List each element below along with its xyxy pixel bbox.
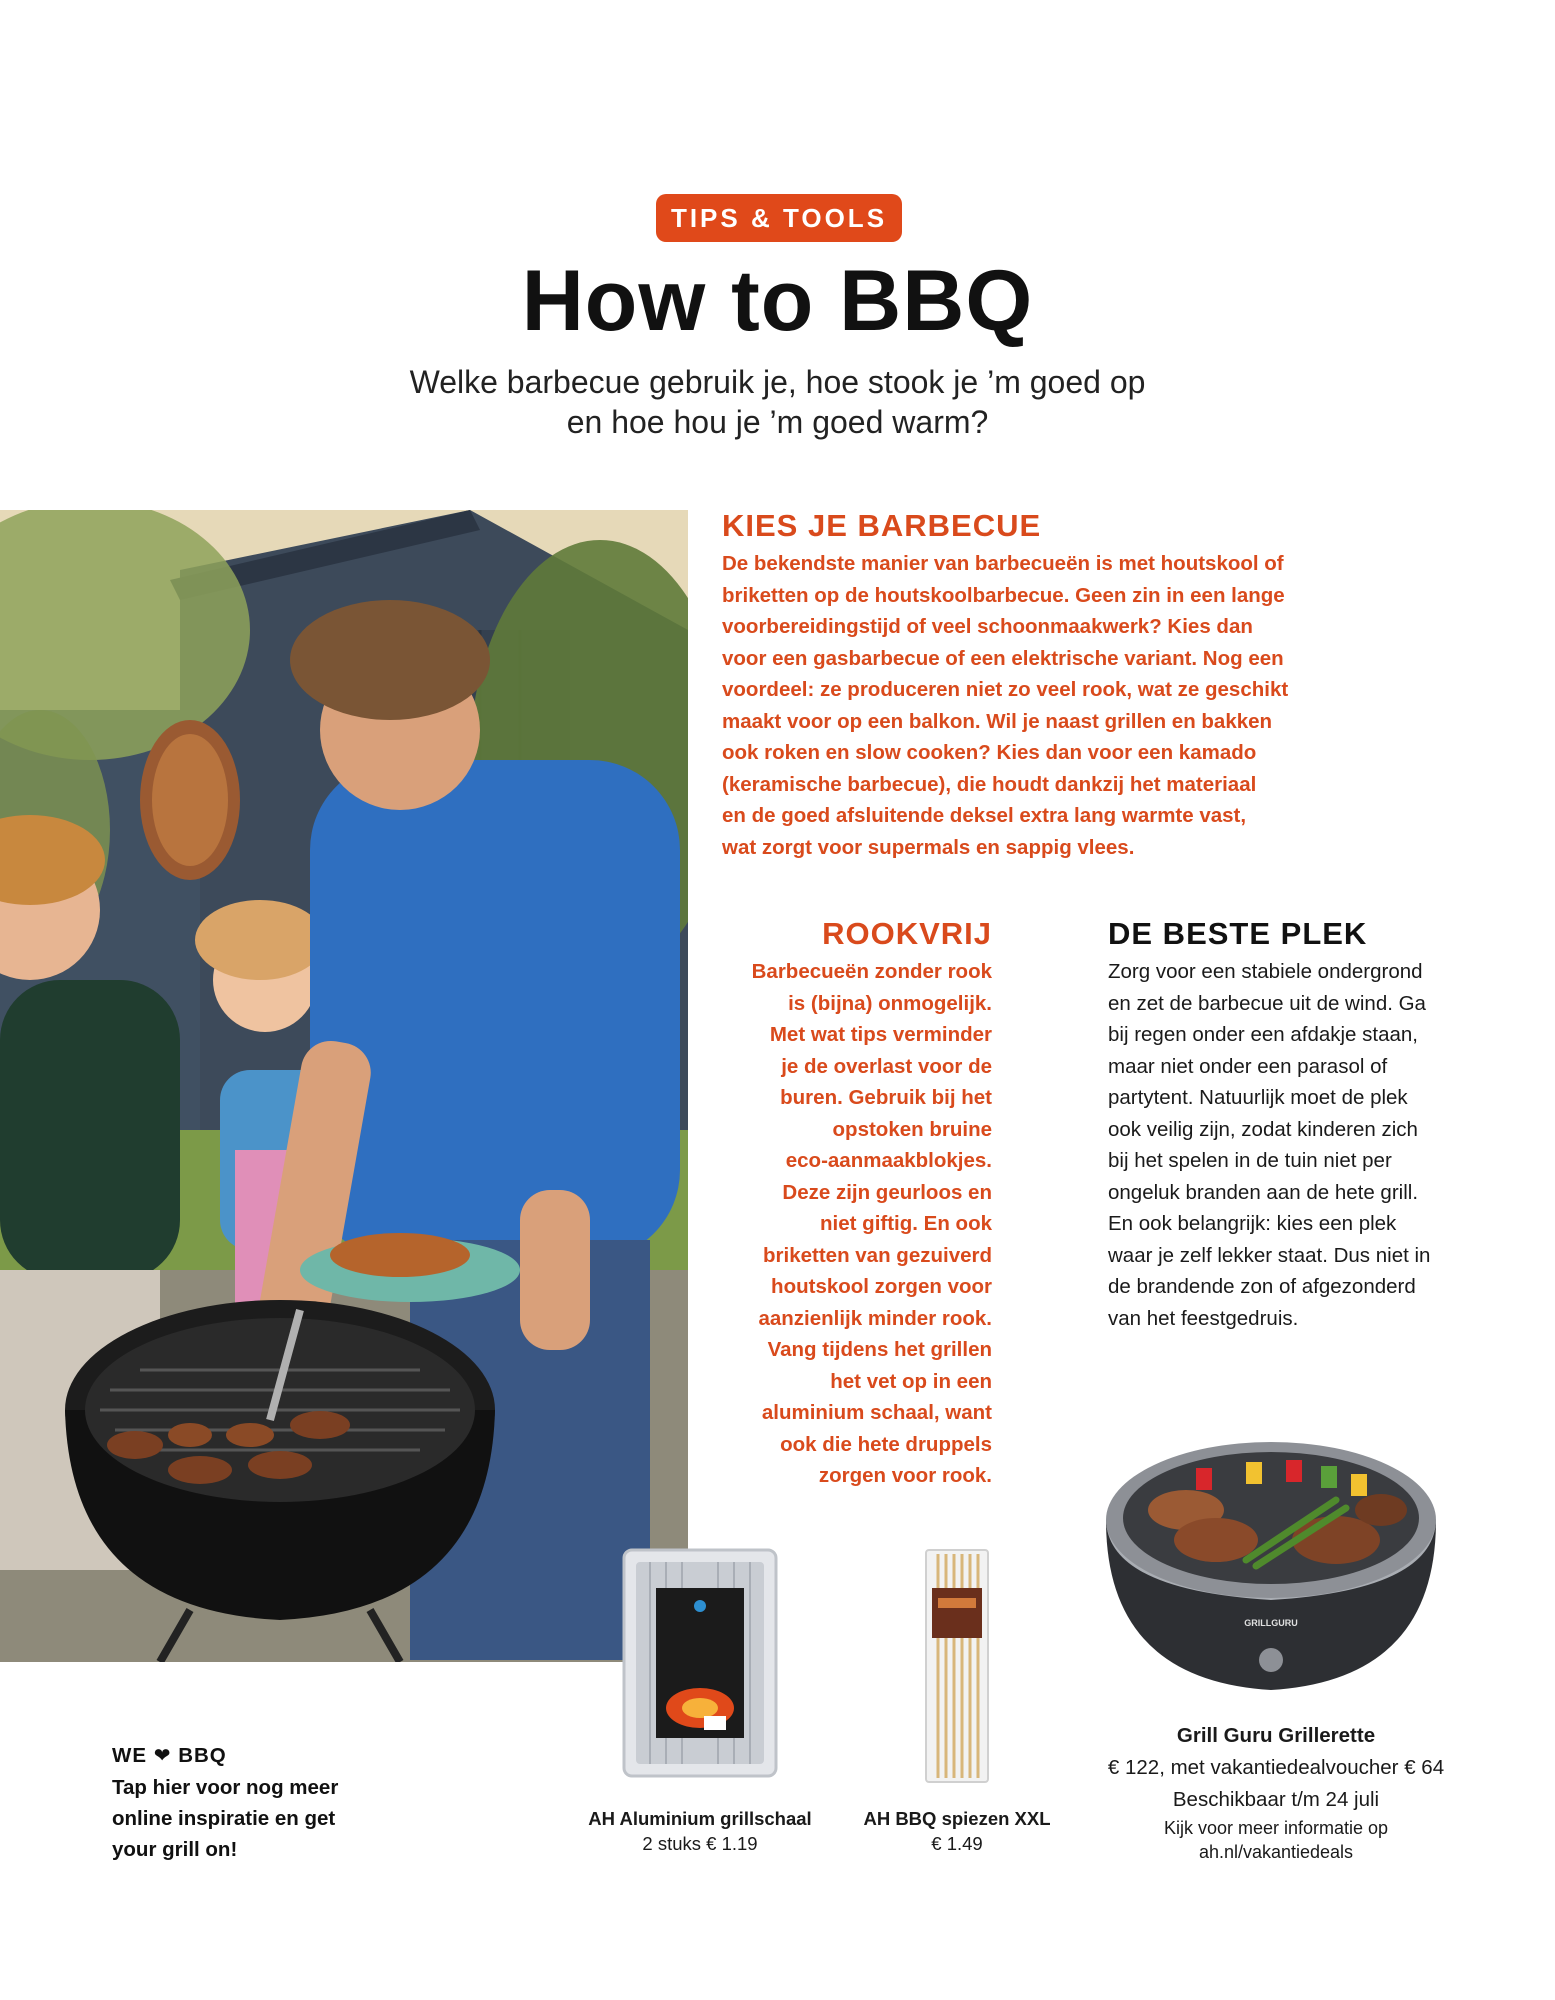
page-subtitle <box>300 362 1255 442</box>
caption-grill-guru <box>1066 1720 1486 1864</box>
promo-line: your grill on! <box>112 1838 238 1861</box>
bbq-family-photo <box>0 510 688 1662</box>
text-line: je de overlast voor de <box>781 1054 992 1078</box>
promo-line: Tap hier voor nog meer <box>112 1776 339 1799</box>
product-image-grill-guru[interactable] <box>1096 1410 1446 1700</box>
text-line: wat zorgt voor supermals en sappig vlees. <box>722 835 1135 859</box>
text-line: partytent. Natuurlijk moet de plek <box>1108 1086 1408 1109</box>
product-price: € 122, met vakantiedealvoucher € 64 <box>1107 1756 1445 1779</box>
section-body-rookvrij <box>700 956 992 1492</box>
caption-spiezen <box>852 1806 1062 1856</box>
text-line: aluminium schaal, want <box>761 1401 992 1424</box>
product-name: AH Aluminium grillschaal <box>588 1808 812 1829</box>
text-line: van het feestgedruis. <box>1108 1306 1299 1330</box>
text-line: ook veilig zijn, zodat kinderen zich <box>1108 1117 1418 1141</box>
text-line: ook die hete druppels <box>780 1432 992 1456</box>
text-line: de brandende zon of afgezonderd <box>1108 1275 1416 1298</box>
text-line: maar niet onder een parasol of <box>1108 1054 1388 1078</box>
spiezen-package-icon <box>924 1548 990 1784</box>
text-line: En ook belangrijk: kies een plek <box>1108 1212 1397 1235</box>
subtitle-line: Welke barbecue gebruik je, hoe stook je ’m goed op <box>409 364 1146 400</box>
text-line: voordeel: ze produceren niet zo veel rook, wat ze geschikt <box>722 678 1289 701</box>
promo-we: WE <box>112 1744 148 1767</box>
text-line: voor een gasbarbecue of een elektrische variant. Nog een <box>722 646 1284 670</box>
grill-guru-brand: GRILLGURU <box>1244 1618 1298 1628</box>
text-line: is (bijna) onmogelijk. <box>788 991 992 1015</box>
promo-bbq: BBQ <box>178 1744 227 1767</box>
text-line: Vang tijdens het grillen <box>767 1338 992 1361</box>
text-line: ook roken en slow cooken? Kies dan voor een kamado <box>722 741 1257 764</box>
subtitle-line: en hoe hou je ’m goed warm? <box>566 404 989 440</box>
text-line: ongeluk branden aan de hete grill. <box>1108 1180 1419 1204</box>
product-price: € 1.49 <box>931 1833 983 1854</box>
promo-heading <box>112 1740 402 1772</box>
section-title-rookvrij: ROOKVRIJ <box>822 916 992 951</box>
product-price: 2 stuks € 1.19 <box>642 1833 758 1854</box>
product-availability: Beschikbaar t/m 24 juli <box>1172 1788 1380 1811</box>
text-line: Zorg voor een stabiele ondergrond <box>1108 960 1423 983</box>
text-line: Barbecueën zonder rook <box>751 960 992 983</box>
text-line: niet giftig. En ook <box>820 1212 992 1235</box>
section-title-kies: KIES JE BARBECUE <box>722 508 1042 543</box>
page-title: How to BBQ <box>521 253 1034 349</box>
text-line: briketten op de houtskoolbarbecue. Geen zin in een lange <box>722 583 1285 607</box>
text-line: buren. Gebruik bij het <box>780 1086 992 1109</box>
text-line: waar je zelf lekker staat. Dus niet in <box>1108 1243 1431 1267</box>
text-line: Met wat tips verminder <box>769 1023 992 1046</box>
text-line: maakt voor op een balkon. Wil je naast grillen en bakken <box>722 709 1273 733</box>
text-line: aanzienlijk minder rook. <box>758 1306 992 1330</box>
text-line: bij het spelen in de tuin niet per <box>1108 1149 1392 1172</box>
product-name: Grill Guru Grillerette <box>1176 1724 1376 1747</box>
product-name: AH BBQ spiezen XXL <box>863 1808 1051 1829</box>
product-info-link[interactable]: ah.nl/vakantiedeals <box>1198 1842 1354 1862</box>
text-line: eco-aanmaakblokjes. <box>785 1149 992 1172</box>
text-line: opstoken bruine <box>832 1117 992 1141</box>
text-line: houtskool zorgen voor <box>771 1275 992 1298</box>
caption-grillschaal <box>570 1806 830 1856</box>
product-image-grillschaal[interactable] <box>622 1548 778 1778</box>
product-info-line: Kijk voor meer informatie op <box>1163 1818 1389 1838</box>
text-line: en de goed afsluitende deksel extra lang warmte vast, <box>722 804 1247 827</box>
text-line: (keramische barbecue), die houdt dankzij het materiaal <box>722 772 1257 796</box>
section-title-beste-plek: DE BESTE PLEK <box>1108 916 1368 951</box>
text-line: Deze zijn geurloos en <box>782 1180 992 1204</box>
text-line: en zet de barbecue uit de wind. Ga <box>1108 991 1426 1015</box>
text-line: briketten van gezuiverd <box>763 1243 992 1267</box>
grillschaal-package-icon <box>622 1548 778 1778</box>
text-line: De bekendste manier van barbecueën is met houtskool of <box>722 552 1284 575</box>
bbq-family-illustration <box>0 510 688 1662</box>
section-body-beste-plek <box>1108 956 1483 1334</box>
promo-link[interactable] <box>112 1740 402 1865</box>
product-image-spiezen[interactable] <box>924 1548 990 1784</box>
text-line: het vet op in een <box>830 1369 992 1393</box>
text-line: voorbereidingstijd of veel schoonmaakwerk? Kies dan <box>722 615 1253 638</box>
text-line: zorgen voor rook. <box>818 1464 992 1487</box>
promo-line: online inspiratie en get <box>112 1807 336 1830</box>
grill-guru-icon <box>1096 1410 1446 1700</box>
text-line: bij regen onder een afdakje staan, <box>1108 1023 1419 1046</box>
section-badge: TIPS & TOOLS <box>656 194 902 242</box>
section-body-kies <box>722 548 1327 863</box>
heart-icon: ❤ <box>153 1745 172 1767</box>
